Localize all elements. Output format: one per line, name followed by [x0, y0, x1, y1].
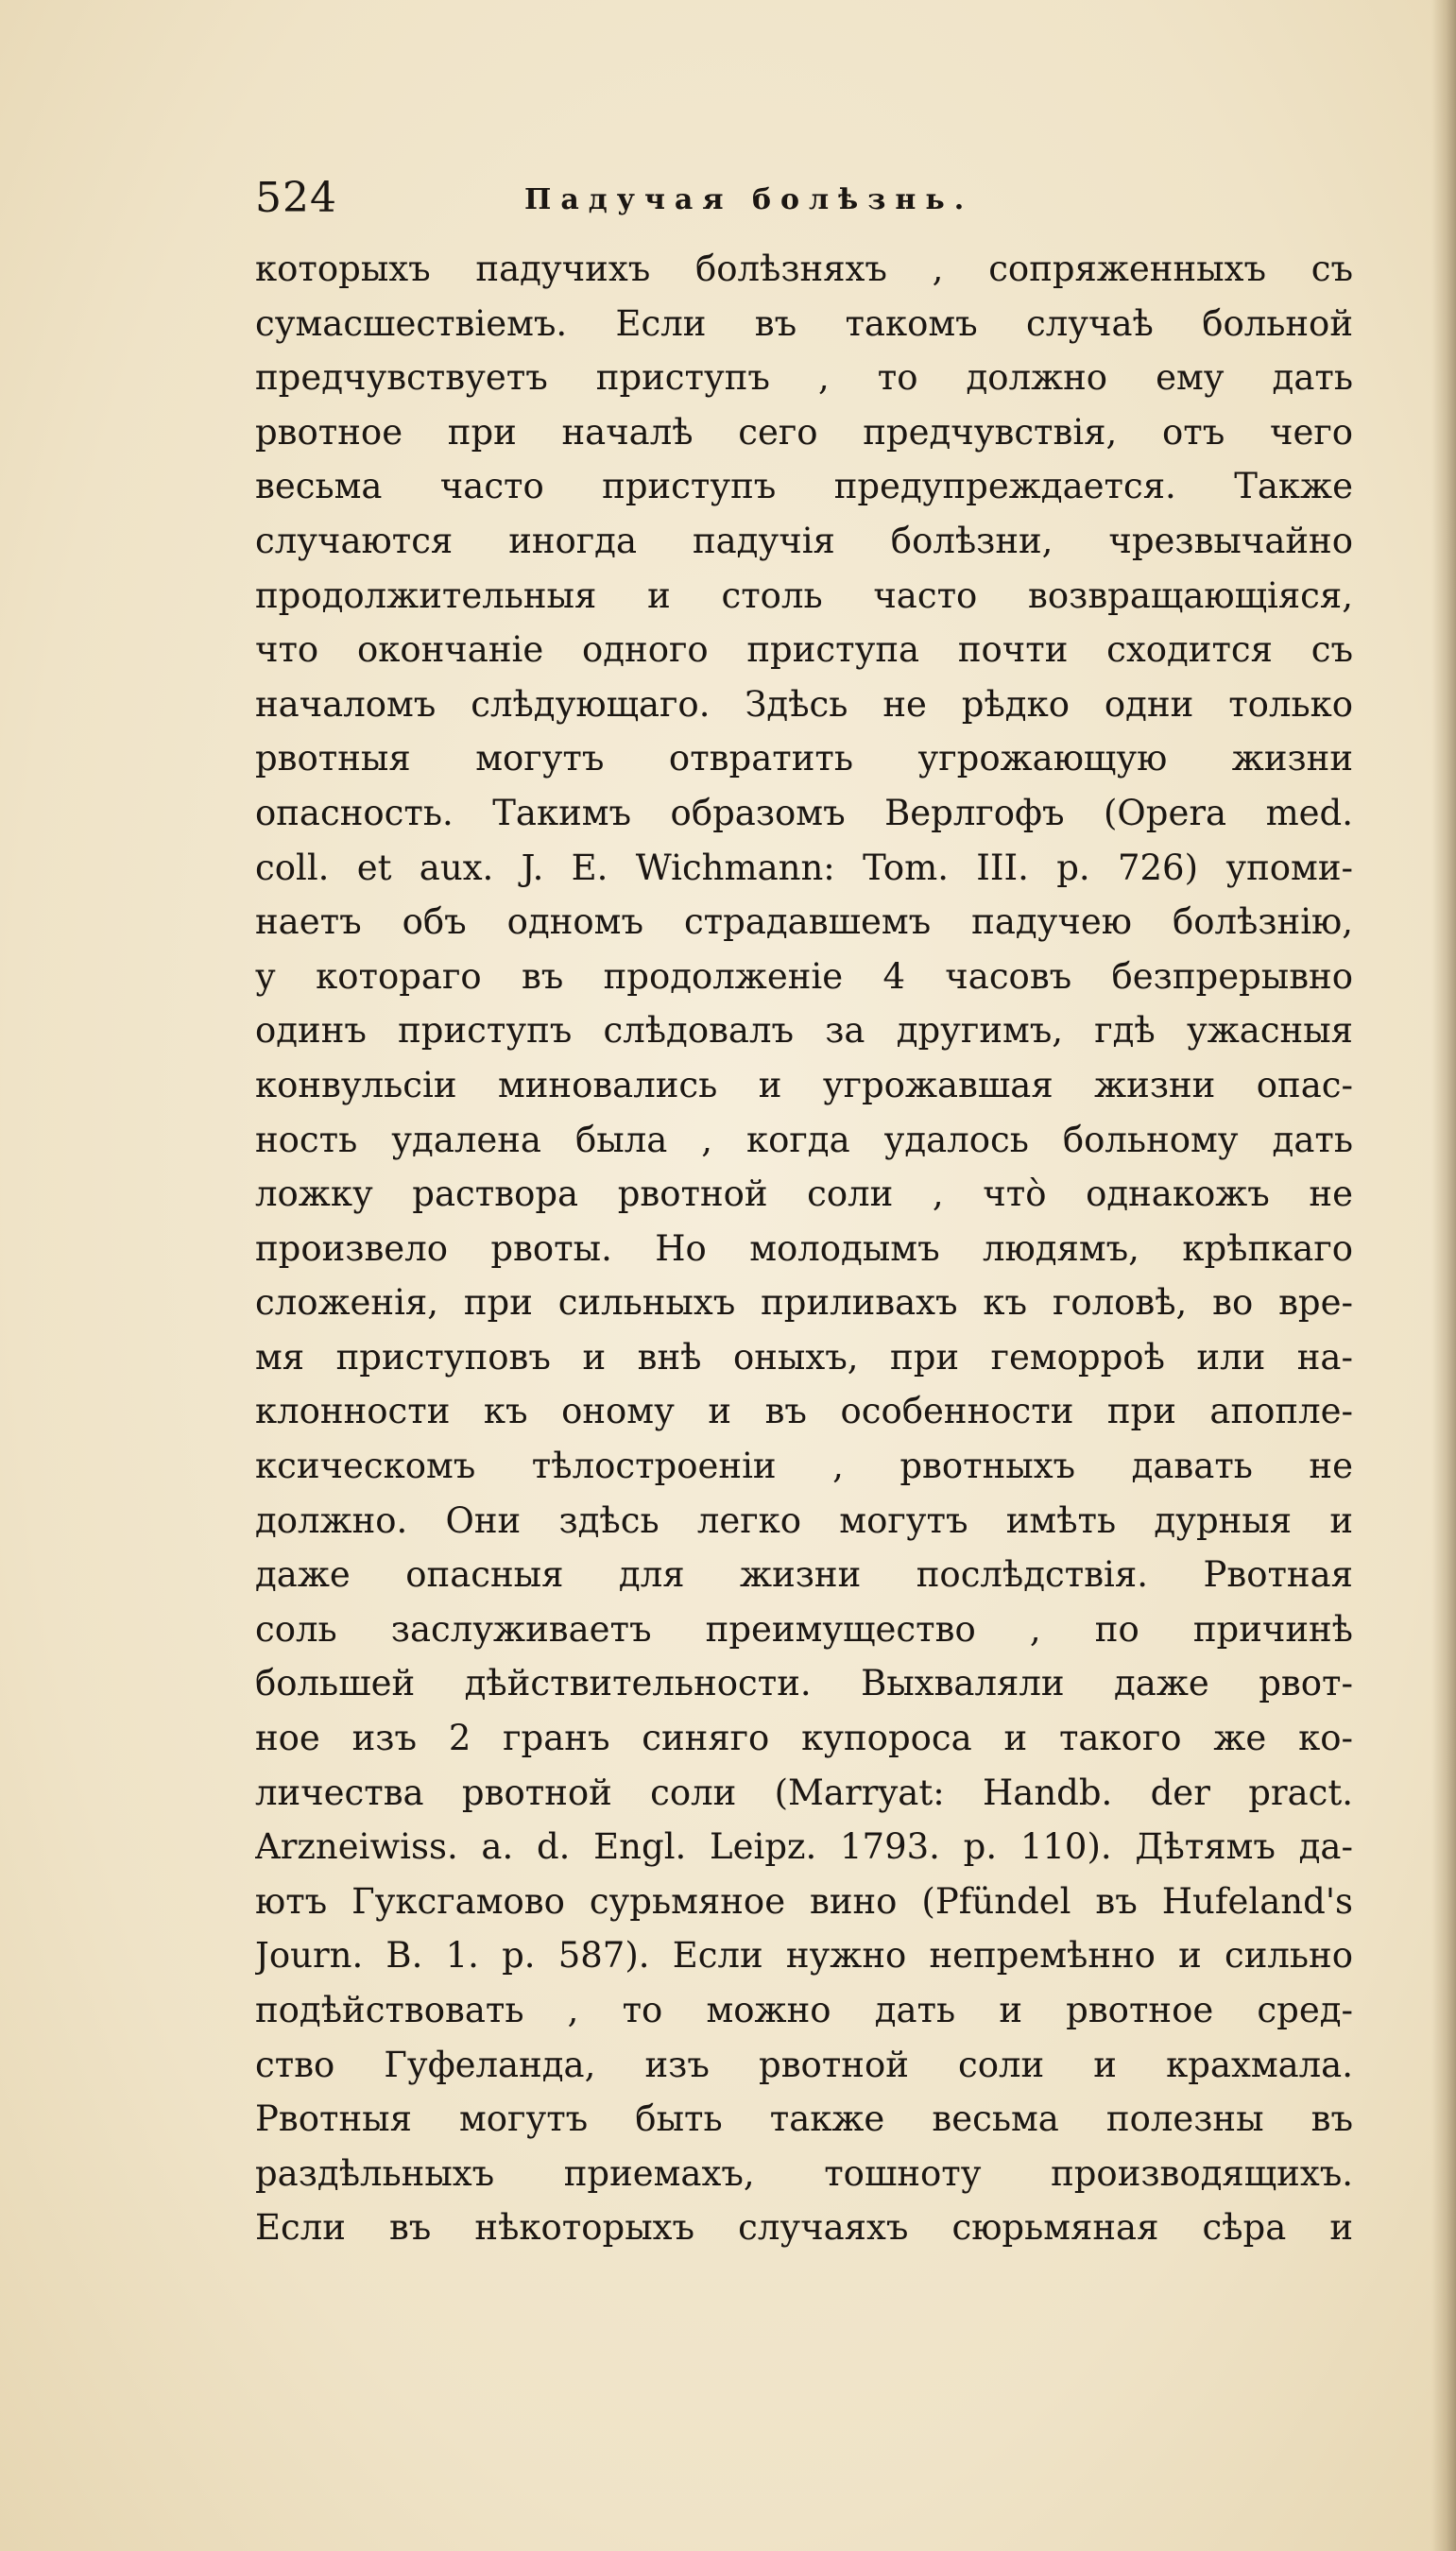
text-line: что окончаніе одного приступа почти сходится съ	[255, 629, 1353, 671]
text-line: продолжительныя и столь часто возвращающіяся,	[255, 574, 1353, 616]
text-line: ксическомъ тѣлостроеніи , рвотныхъ давать не	[255, 1446, 1353, 1487]
text-line: Если въ нѣкоторыхъ случаяхъ сюрьмяная сѣра и	[255, 2207, 1353, 2249]
text-line: ное изъ 2 гранъ синяго купороса и такого же ко-	[255, 1718, 1353, 1759]
text-line: большей дѣйствительности. Выхваляли даже рвот-	[255, 1663, 1353, 1704]
text-line: у котораго въ продолженіе 4 часовъ безпрерывно	[255, 955, 1353, 997]
text-line: случаются иногда падучія болѣзни, чрезвычайно	[255, 520, 1353, 561]
text-line: соль заслуживаетъ преимущество , по причинѣ	[255, 1608, 1353, 1650]
text-line: началомъ слѣдующаго. Здѣсь не рѣдко одни только	[255, 683, 1353, 725]
text-line: раздѣльныхъ приемахъ, тошноту производящихъ.	[255, 2152, 1353, 2194]
text-line: рвотное при началѣ сего предчувствія, отъ чего	[255, 411, 1353, 453]
text-line: подѣйствовать , то можно дать и рвотное сред-	[255, 1990, 1353, 2030]
text-line: опасность. Такимъ образомъ Верлгофъ (Opera med.	[255, 792, 1353, 833]
text-line: клонности къ оному и въ особенности при апопле-	[255, 1391, 1353, 1432]
body-text	[255, 242, 1353, 2255]
text-line: сумасшествіемъ. Если въ такомъ случаѣ больной	[255, 302, 1353, 344]
text-line: наетъ объ одномъ страдавшемъ падучею болѣзнію,	[255, 901, 1353, 943]
text-line: ство Гуфеланда, изъ рвотной соли и крахмала.	[255, 2044, 1353, 2085]
text-line: произвело рвоты. Но молодымъ людямъ, крѣпкаго	[255, 1227, 1353, 1269]
text-line: ложку раствора рвотной соли , что̀ однакожъ не	[255, 1173, 1353, 1215]
running-title: Падучая болѣзнь.	[524, 183, 974, 216]
text-line: предчувствуетъ приступъ , то должно ему дать	[255, 357, 1353, 399]
text-line: ность удалена была , когда удалось больному дать	[255, 1119, 1353, 1160]
text-line: которыхъ падучихъ болѣзняхъ , сопряженныхъ съ	[255, 248, 1353, 289]
text-line: Arzneiwiss. a. d. Engl. Leipz. 1793. p. 110). Дѣтямъ да-	[255, 1826, 1353, 1868]
text-line: весьма часто приступъ предупреждается. Также	[255, 466, 1353, 507]
text-line: Рвотныя могутъ быть также весьма полезны въ	[255, 2098, 1353, 2140]
text-line: личества рвотной соли (Marryat: Handb. der pract.	[255, 1772, 1353, 1813]
text-line: ютъ Гуксгамово сурьмяное вино (Pfündel въ Hufeland's	[255, 1880, 1353, 1922]
text-line: Journ. B. 1. p. 587). Если нужно непремѣнно и сильно	[255, 1935, 1353, 1977]
text-line: одинъ приступъ слѣдовалъ за другимъ, гдѣ ужасныя	[255, 1010, 1353, 1052]
text-line: мя приступовъ и внѣ оныхъ, при геморроѣ или на-	[255, 1336, 1353, 1378]
text-line: даже опасныя для жизни послѣдствія. Рвотная	[255, 1554, 1353, 1596]
page-number: 524	[255, 174, 337, 222]
text-line: сложенія, при сильныхъ приливахъ къ головѣ, во вре-	[255, 1282, 1353, 1324]
text-line: конвульсіи миновались и угрожавшая жизни опас-	[255, 1064, 1353, 1105]
text-line: должно. Они здѣсь легко могутъ имѣть дурныя и	[255, 1499, 1353, 1541]
page-edge-shadow	[1431, 0, 1456, 2551]
text-line: рвотныя могутъ отвратить угрожающую жизни	[255, 738, 1353, 779]
text-line: coll. et aux. J. E. Wichmann: Tom. III. p. 726) упоми-	[255, 847, 1353, 888]
page-header	[255, 170, 1058, 227]
